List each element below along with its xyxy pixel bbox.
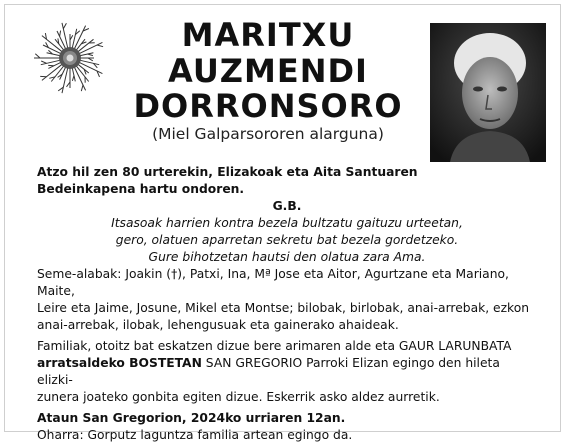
signature: G.B. <box>37 198 537 215</box>
funeral-place: SAN GREGORIO Parroki Elizan egingo den hileta elizki- <box>37 356 500 387</box>
widow-of-line: (Miel Galparsororen alarguna) <box>120 125 416 143</box>
family-line-3: anai-arrebak, ilobak, lehengusuak eta gainerako ahaideak. <box>37 317 537 334</box>
poem-line-3: Gure bihotzetan hautsi den olatua zara Ama. <box>37 249 537 266</box>
note: Oharra: Gorputz laguntza familia artean egingo da. <box>37 427 537 444</box>
request-line-3: zunera joateko gonbita egiten dizue. Eskerrik asko aldez aurretik. <box>37 389 537 406</box>
intro-line-1: Atzo hil zen 80 urterekin, Elizakoak eta Aita Santuaren <box>37 164 537 181</box>
deceased-second-surname: DORRONSORO <box>120 89 416 123</box>
poem-line-2: gero, olatuen aparretan sekretu bat bezela gordetzeko. <box>37 232 537 249</box>
deceased-first-surname: AUZMENDI <box>120 54 416 88</box>
portrait-photo <box>430 23 546 162</box>
deceased-first-name: MARITXU <box>120 18 416 52</box>
obituary-body <box>37 164 537 444</box>
request-line-1: Familiak, otoitz bat eskatzen dizue bere arimaren alde eta GAUR LARUNBATA <box>37 338 537 355</box>
request-line-2 <box>37 355 537 389</box>
funeral-time: arratsaldeko BOSTETAN <box>37 356 202 370</box>
family-line-1: Seme-alabak: Joakin (†), Patxi, Ina, Mª Jose eta Aitor, Agurtzane eta Mariano, Maite, <box>37 266 537 300</box>
intro-line-2: Bedeinkapena hartu ondoren. <box>37 181 537 198</box>
place-date: Ataun San Gregorion, 2024ko urriaren 12an. <box>37 410 537 427</box>
thistle-flower-icon <box>30 22 110 94</box>
family-line-2: Leire eta Jaime, Josune, Mikel eta Montse; bilobak, birlobak, anai-arrebak, ezkon <box>37 300 537 317</box>
poem-line-1: Itsasoak harrien kontra bezela bultzatu gaituzu urteetan, <box>37 215 537 232</box>
